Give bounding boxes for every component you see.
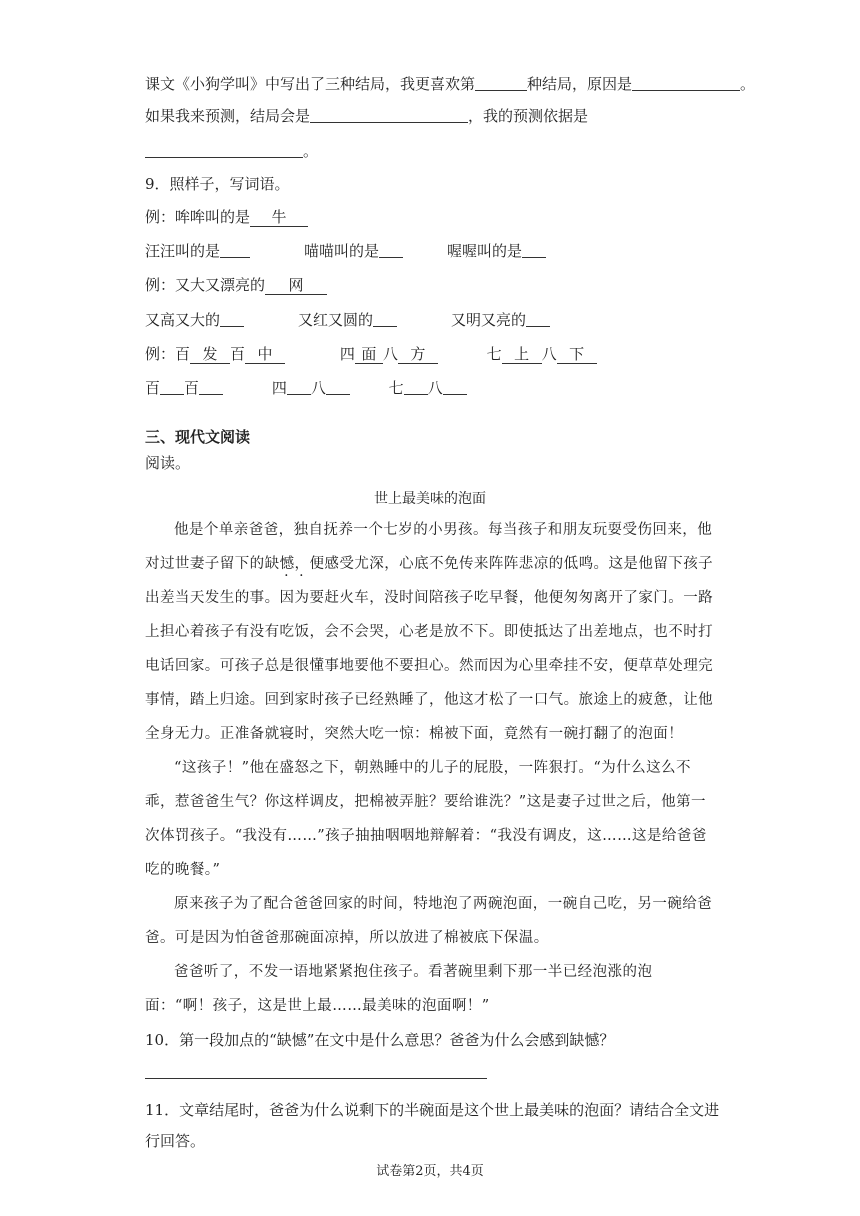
answer-blank[interactable] [310, 106, 468, 123]
emphasis-dot: 缺 [264, 556, 280, 572]
q9-example-1: 例：哞哞叫的是 牛 [145, 207, 308, 227]
passage-title: 世上最美味的泡面 [374, 491, 486, 507]
answer-blank[interactable] [220, 310, 244, 327]
example-answer: 网 [265, 276, 327, 295]
passage-paragraph-1: 他是个单亲爸爸，独自抚养一个七岁的小男孩。每当孩子和朋友玩耍受伤回来，他对过世妻子留下的缺憾，便感受尤深，心底不免传来阵阵悲凉的低鸣。这是他留下孩子出差当天发生的事。因为要赶火车，没时间陪孩子吃早餐，他便匆匆离开了家门。一路上担心着孩子有没有吃饭，会不会哭，心老是放不下。即使抵达了出差地点，也不时打电话回家。可孩子总是很懂事地要他不要担心。然而因为心里牵挂不安，便草草处理完事情，踏上归途。回到家时孩子已经熟睡了，他这才松了一口气。旅途上的疲惫，让他全身无力。正准备就寝时，突然大吃一惊：棉被下面，竟然有一碗打翻了的泡面！ [145, 522, 714, 742]
example-answer: 牛 [250, 208, 308, 227]
answer-blank[interactable] [632, 74, 740, 91]
answer-blank[interactable] [145, 141, 303, 158]
answer-blank[interactable] [199, 378, 223, 395]
passage-paragraph-3: 原来孩子为了配合爸爸回家的时间，特地泡了两碗泡面，一碗自己吃，另一碗给爸爸。可是因为怕爸爸那碗面凉掉，所以放进了棉被底下保温。 [145, 896, 713, 946]
q9-title: 9．照样子，写词语。 [145, 175, 290, 193]
q9-row-1: 汪汪叫的是 喵喵叫的是 喔喔叫的是 [145, 241, 546, 261]
passage-paragraph-2: “这孩子！”他在盛怒之下，朝熟睡中的儿子的屁股，一阵狠打。“为什么这么不乖，惹爸爸生气？你这样调皮，把棉被弄脏？要给谁洗？”这是妻子过世之后，他第一次体罚孩子。“我没有……”孩子抽抽咽咽地辩解着：“我没有调皮，这……这是给爸爸吃的晚餐。” [145, 760, 707, 878]
answer-blank[interactable] [379, 241, 403, 258]
answer-blank[interactable] [326, 378, 350, 395]
q8-line-3: 。 [145, 141, 318, 161]
q8-line-1: 课文《小狗学叫》中写出了三种结局，我更喜欢第 种结局，原因是 。 [145, 75, 756, 93]
section-heading: 三、现代文阅读 [145, 428, 251, 446]
q9-example-3: 例：百 发 百 中 四 面 八 方 七 上 八 下 [145, 344, 597, 364]
answer-blank[interactable] [287, 378, 311, 395]
answer-blank[interactable] [475, 74, 527, 91]
answer-blank[interactable] [160, 378, 184, 395]
q9-row-2: 又高又大的 又红又圆的 又明又亮的 [145, 310, 550, 330]
answer-blank[interactable] [404, 378, 428, 395]
answer-blank[interactable] [373, 310, 397, 327]
answer-line[interactable] [145, 1078, 487, 1079]
page-footer: 试卷第2页，共4页 [376, 1164, 484, 1179]
answer-blank[interactable] [220, 241, 250, 258]
q8-line-2: 如果我来预测，结局会是 ，我的预测依据是 [145, 107, 589, 125]
answer-blank[interactable] [526, 310, 550, 327]
q11-prompt-line-1: 11．文章结尾时，爸爸为什么说剩下的半碗面是这个世上最美味的泡面？请结合全文进 [145, 1101, 720, 1119]
answer-blank[interactable] [443, 378, 467, 395]
q11-prompt-line-2: 行回答。 [145, 1132, 206, 1150]
emphasis-dot: 憾 [279, 556, 295, 572]
section-intro: 阅读。 [145, 454, 191, 472]
passage-paragraph-4: 爸爸听了，不发一语地紧紧抱住孩子。看著碗里剩下那一半已经泡涨的泡面：“啊！孩子，这是世上最……最美味的泡面啊！” [145, 964, 653, 1014]
q9-row-3: 百 百 四 八 七 八 [145, 378, 467, 398]
q9-example-2: 例：又大又漂亮的 网 [145, 275, 327, 295]
q10-prompt: 10．第一段加点的“缺憾”在文中是什么意思？爸爸为什么会感到缺憾？ [145, 1031, 615, 1049]
answer-blank[interactable] [522, 241, 546, 258]
